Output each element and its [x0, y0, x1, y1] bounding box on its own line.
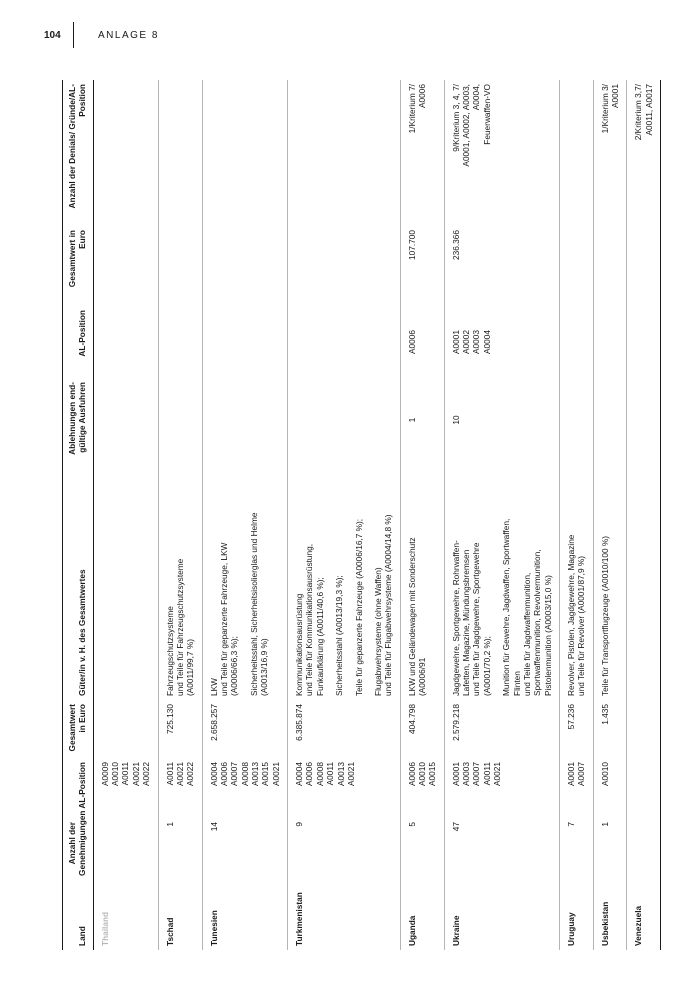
- goods-line: Munition für Gewehre, Jagdwaffen, Sportwaffen,: [501, 518, 512, 696]
- table-header-row: [63, 80, 94, 950]
- al-position-code: A0006: [218, 762, 229, 786]
- country-name: Uganda: [400, 880, 444, 950]
- goods-line: und Teile für Jagdgewehre, Sportgewehre: [471, 542, 482, 696]
- col-header-land: Land: [63, 880, 94, 950]
- goods-line: Teile für Transportflugzeuge (A0010/100 %): [599, 535, 610, 696]
- al-position-code: A0003: [471, 330, 482, 354]
- country-name: Usbekistan: [593, 880, 627, 950]
- al-position-code: A0022: [185, 762, 196, 786]
- denial-al-positions: [444, 306, 559, 378]
- total-value: 2.579.218: [444, 700, 559, 758]
- al-position-code: A0007: [576, 762, 587, 786]
- denial-value: [93, 226, 158, 306]
- al-positions: [400, 758, 444, 818]
- licence-count: 5: [400, 818, 444, 880]
- goods-line: und Teile für Jagdwaffenmunition,: [521, 572, 532, 696]
- al-position-code: A0007: [471, 762, 482, 786]
- al-position-code: A0015: [260, 762, 271, 786]
- denial-reasons: [93, 80, 158, 226]
- goods-description: [559, 462, 593, 700]
- licence-count: [627, 818, 661, 880]
- denial-value: [559, 226, 593, 306]
- al-position-code: A0010: [599, 762, 610, 786]
- al-position-code: A0004: [208, 762, 219, 786]
- denial-reasons: [288, 80, 401, 226]
- goods-line: Kommunikationsausrüstung: [294, 593, 305, 696]
- table-row: [627, 80, 661, 950]
- goods-paragraph: [249, 466, 270, 696]
- goods-description: [400, 462, 444, 700]
- table-row: [288, 80, 401, 950]
- al-position-code: A0006: [406, 762, 417, 786]
- al-position-code: A0022: [141, 762, 152, 786]
- denial-value: [288, 226, 401, 306]
- table-row: [93, 80, 158, 950]
- denial-line: Feuerwaffen-VO: [481, 84, 492, 145]
- header-divider: [73, 22, 74, 48]
- al-position-code: A0008: [239, 762, 250, 786]
- total-value: 6.385.874: [288, 700, 401, 758]
- goods-line: und Teile für Kommunikationsausrüstung,: [304, 543, 315, 696]
- goods-line: und Teile für Revolver (A0001/87,9 %): [576, 555, 587, 696]
- denial-line: 1/Kriterium 3/: [599, 84, 610, 134]
- licence-count: 47: [444, 818, 559, 880]
- total-value: [627, 700, 661, 758]
- table-row: [444, 80, 559, 950]
- page-number: 104: [44, 30, 61, 41]
- denial-value: [158, 226, 202, 306]
- al-position-code: A0002: [461, 330, 472, 354]
- goods-paragraph: [566, 466, 587, 696]
- goods-line: LKW: [208, 678, 219, 696]
- denial-count: [202, 378, 288, 462]
- goods-line: (A0006/66,3 %);: [229, 636, 240, 696]
- denial-reasons: [158, 80, 202, 226]
- denial-line: 1/Kriterium 7/: [406, 84, 417, 134]
- col-header-al-position: AL-Position: [63, 758, 94, 818]
- goods-description: [627, 462, 661, 700]
- export-licence-table: [62, 80, 661, 950]
- al-position-code: A0010: [416, 762, 427, 786]
- denial-reasons: [202, 80, 288, 226]
- total-value: 57.236: [559, 700, 593, 758]
- al-positions: [559, 758, 593, 818]
- denial-reasons: [627, 80, 661, 226]
- goods-line: Sportwaffenmunition, Revolvermunition,: [532, 549, 543, 696]
- goods-paragraph: [501, 466, 553, 696]
- licence-count: [93, 818, 158, 880]
- goods-line: (A0013/16,9 %): [259, 638, 270, 696]
- licence-count: 9: [288, 818, 401, 880]
- goods-description: [202, 462, 288, 700]
- goods-description: [93, 462, 158, 700]
- denial-value: [627, 226, 661, 306]
- denial-al-positions: [158, 306, 202, 378]
- al-positions: [627, 758, 661, 818]
- page-header: [0, 22, 700, 52]
- al-position-code: A0021: [130, 762, 141, 786]
- country-name: Turkmenistan: [288, 880, 401, 950]
- al-position-code: A0013: [335, 762, 346, 786]
- country-name: Thailand: [93, 880, 158, 950]
- al-position-code: A0004: [481, 330, 492, 354]
- al-position-code: A0013: [250, 762, 261, 786]
- denial-line: A0004,: [471, 84, 482, 111]
- goods-line: Fahrzeugschutzsysteme: [164, 606, 175, 696]
- licence-count: 1: [158, 818, 202, 880]
- denial-al-positions: [400, 306, 444, 378]
- denial-line: A0006: [416, 84, 427, 108]
- goods-description: [444, 462, 559, 700]
- goods-line: und Teile für Fahrzeugschutzsysteme: [174, 558, 185, 696]
- goods-line: Sicherheitsstahl, Sicherheitsisolierglas und Helme: [248, 512, 259, 696]
- goods-line: (A0001/70,2 %);: [481, 636, 492, 696]
- table-row: [559, 80, 593, 950]
- licence-count: 7: [559, 818, 593, 880]
- licence-count: 14: [202, 818, 288, 880]
- denial-al-positions: [288, 306, 401, 378]
- al-positions: [158, 758, 202, 818]
- denial-value: [593, 226, 627, 306]
- al-position-code: A0021: [270, 762, 281, 786]
- denial-line: 9/Kriterium 3, 4, 7/: [450, 84, 461, 152]
- goods-paragraph: [294, 466, 325, 696]
- table-row: [400, 80, 444, 950]
- goods-line: (A0006/91: [416, 657, 427, 696]
- table-row: [202, 80, 288, 950]
- al-position-code: A0007: [229, 762, 240, 786]
- goods-description: [593, 462, 627, 700]
- al-position-code: A0021: [174, 762, 185, 786]
- al-position-code: A0003: [461, 762, 472, 786]
- goods-paragraph: [354, 466, 364, 696]
- goods-paragraph: [407, 466, 428, 696]
- total-value: 2.658.257: [202, 700, 288, 758]
- denial-reasons: [444, 80, 559, 226]
- denial-count: 10: [444, 378, 559, 462]
- al-position-code: A0021: [345, 762, 356, 786]
- denial-count: [93, 378, 158, 462]
- col-header-ablehnungen: Ablehnungen end-gültige Ausfuhren: [63, 378, 94, 462]
- denial-line: A0001: [610, 84, 621, 108]
- col-header-denials: Anzahl der Denials/ Gründe/AL-Position: [63, 80, 94, 226]
- goods-line: LKW und Geländewagen mit Sonderschutz: [406, 537, 417, 696]
- country-name: Uruguay: [559, 880, 593, 950]
- goods-paragraph: [334, 466, 344, 696]
- denial-al-positions: [202, 306, 288, 378]
- goods-line: Lafetten, Magazine, Mündungsbremsen: [461, 549, 472, 696]
- col-header-gesamtwert: Gesamtwert in Euro: [63, 700, 94, 758]
- goods-paragraph: [373, 466, 394, 696]
- denial-line: A0001, A0002, A0003,: [461, 84, 472, 167]
- al-positions: [202, 758, 288, 818]
- al-position-code: A0011: [164, 762, 175, 786]
- al-position-code: A0008: [314, 762, 325, 786]
- col-header-anzahl: Anzahl der Genehmigungen: [63, 818, 94, 880]
- table-row: [593, 80, 627, 950]
- denial-reasons: [559, 80, 593, 226]
- al-position-code: A0006: [304, 762, 315, 786]
- goods-description: [158, 462, 202, 700]
- denial-value: 107.700: [400, 226, 444, 306]
- al-position-code: A0011: [481, 762, 492, 786]
- licence-count: 1: [593, 818, 627, 880]
- al-positions: [93, 758, 158, 818]
- al-position-code: A0006: [406, 330, 417, 354]
- denial-al-positions: [93, 306, 158, 378]
- total-value: 725.130: [158, 700, 202, 758]
- total-value: [93, 700, 158, 758]
- col-header-gueter: Güter/in v. H. des Gesamtwertes: [63, 462, 94, 700]
- denial-reasons: [593, 80, 627, 226]
- col-header-al-position-2: AL-Position: [63, 306, 94, 378]
- denial-count: [288, 378, 401, 462]
- al-positions: [444, 758, 559, 818]
- al-position-code: A0021: [492, 762, 503, 786]
- table-body: [93, 80, 660, 950]
- goods-line: Revolver, Pistolen, Jagdgewehre, Magazine: [565, 534, 576, 696]
- al-position-code: A0001: [565, 762, 576, 786]
- denial-al-positions: [593, 306, 627, 378]
- goods-paragraph: [209, 466, 240, 696]
- goods-line: Teile für gepanzerte Fahrzeuge (A0006/16,7 %);: [353, 518, 364, 696]
- goods-line: und Teile für Flugabwehrsysteme (A0004/14,8 %): [383, 514, 394, 696]
- goods-line: Flinten: [511, 671, 522, 696]
- country-name: Venezuela: [627, 880, 661, 950]
- denial-value: 236.366: [444, 226, 559, 306]
- denial-line: A0011, A0017: [643, 84, 654, 136]
- al-position-code: A0011: [120, 762, 131, 786]
- country-name: Tschad: [158, 880, 202, 950]
- denial-al-positions: [559, 306, 593, 378]
- country-name: Tunesien: [202, 880, 288, 950]
- goods-line: Funkaufklärung (A0011/40,6 %);: [314, 577, 325, 696]
- goods-description: [288, 462, 401, 700]
- denial-count: 1: [400, 378, 444, 462]
- al-positions: [288, 758, 401, 818]
- denial-reasons: [400, 80, 444, 226]
- al-position-code: A0015: [427, 762, 438, 786]
- al-position-code: A0010: [110, 762, 121, 786]
- total-value: 1.435: [593, 700, 627, 758]
- al-positions: [593, 758, 627, 818]
- al-position-code: A0004: [294, 762, 305, 786]
- goods-line: Pistolenmunition (A0003/15,0 %): [542, 575, 553, 696]
- goods-paragraph: [600, 466, 610, 696]
- goods-line: Sicherheitsstahl (A0013/19,3 %);: [334, 575, 345, 696]
- al-position-code: A0001: [450, 330, 461, 354]
- al-position-code: A0009: [99, 762, 110, 786]
- denial-count: [559, 378, 593, 462]
- al-position-code: A0011: [325, 762, 336, 786]
- goods-paragraph: [451, 466, 492, 696]
- country-name: Ukraine: [444, 880, 559, 950]
- rotated-table-container: [62, 80, 654, 950]
- goods-line: Flugabwehrsysteme (ohne Waffen): [372, 567, 383, 696]
- goods-line: Jagdgewehre, Sportgewehre, Rohrwaffen-: [450, 540, 461, 696]
- section-title: ANLAGE 8: [98, 30, 159, 41]
- goods-paragraph: [165, 466, 196, 696]
- denial-count: [158, 378, 202, 462]
- denial-value: [202, 226, 288, 306]
- col-header-gesamtwert-2: Gesamtwert in Euro: [63, 226, 94, 306]
- goods-line: und Teile für gepanzerte Fahrzeuge, LKW: [218, 542, 229, 696]
- al-position-code: A0001: [450, 762, 461, 786]
- table-row: [158, 80, 202, 950]
- denial-al-positions: [627, 306, 661, 378]
- denial-line: 2/Kriterium 3,7/: [633, 84, 644, 141]
- total-value: 404.798: [400, 700, 444, 758]
- denial-count: [627, 378, 661, 462]
- denial-count: [593, 378, 627, 462]
- goods-line: (A0011/99,7 %): [185, 638, 196, 696]
